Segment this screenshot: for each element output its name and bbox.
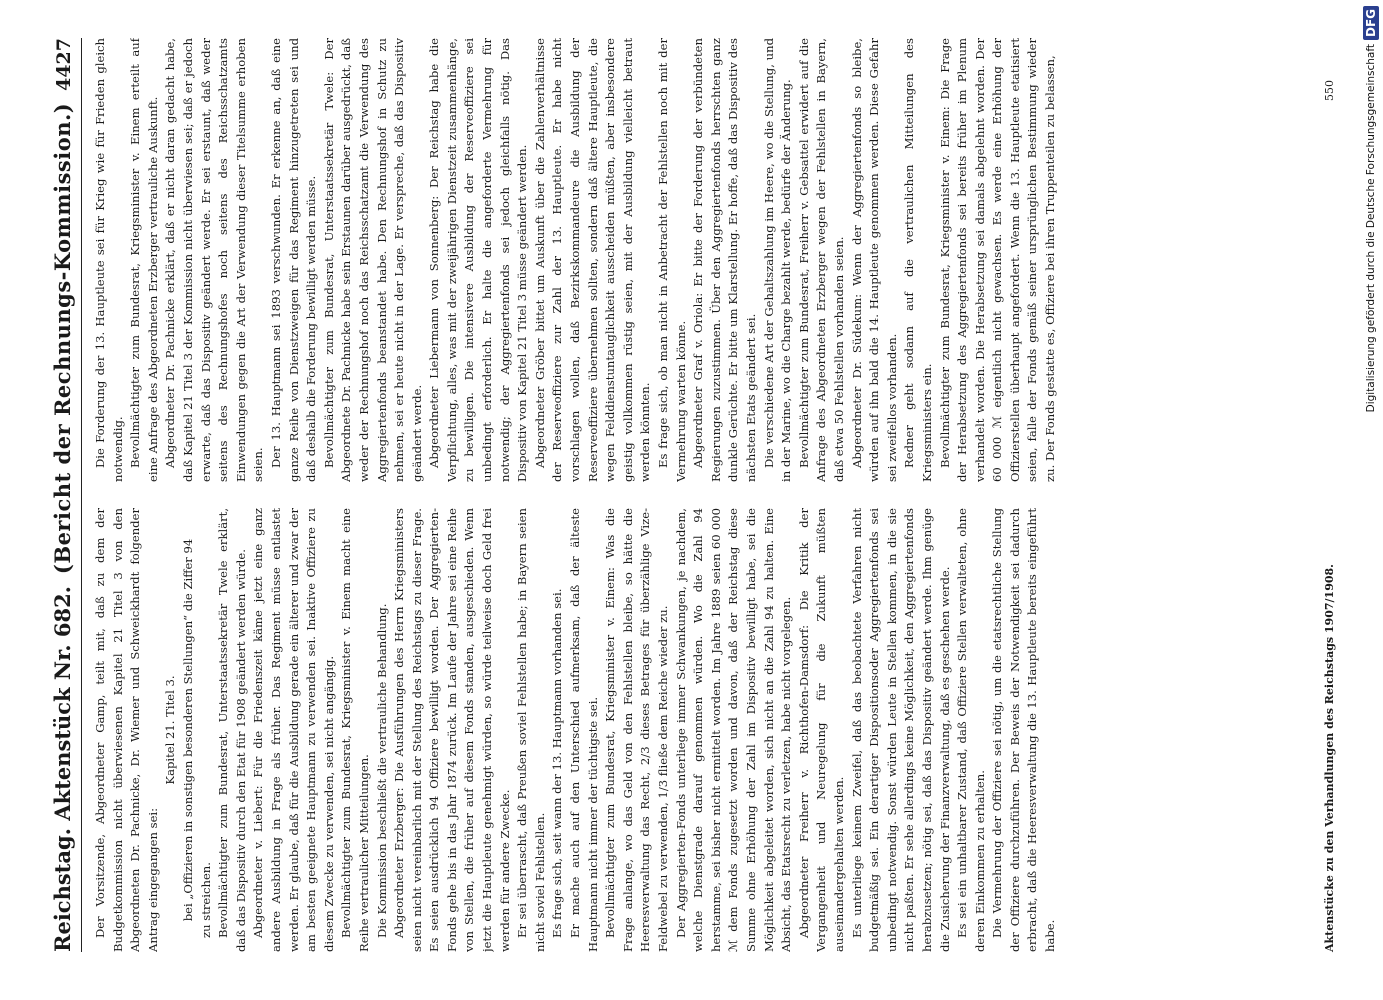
paragraph: Es frage sich, ob man nicht in Anbetracht der Fehlstellen noch mit der Vermehrung warten könne. [656,38,688,482]
document-page [28,0,1348,990]
right-column [92,38,1288,482]
page-header [50,38,82,952]
paragraph: Abgeordneter Gröber bittet um Auskunft über die Zahlenverhältnisse der Reserveoffiziere zur Zahl der 13. Hauptleute. Er habe nicht vorschlagen wollen, daß Bezirkskommandeure die Ausbildung der Reserveoffiziere übernehmen sollten, sondern daß ältere Hauptleute, die wegen Felddienstuntauglichkeit ausscheiden müßten, aber insbesondere geistig vollkommen rüstig seien, mit der Ausbildung vielleicht betraut werden könnten. [532,38,653,482]
paragraph: Redner geht sodann auf die vertraulichen Mitteilungen des Kriegsministers ein. [902,38,934,482]
paragraph: Es unterliege keinem Zweifel, daß das beobachtete Verfahren nicht budgetmäßig sei. Ein derartiger Dispositionsoder Aggregiertenfonds sei unbedingt notwendig. Sonst würden Leute in Stellen kommen, in die sie nicht paßten. Er sehe allerdings keine Möglichkeit, den Aggregiertenfonds herabzusetzen; nötig sei, daß das Dispositiv geändert werde. Ihm genüge die Zusicherung der Finanzverwaltung, daß es geschehen werde. [849,508,952,952]
paragraph: Bevollmächtigter zum Bundesrat, Freiherr v. Gebsattel erwidert auf die Anfrage des Abgeordneten Erzberger wegen der Fehlstellen in Bayern, daß etwa 50 Fehlstellen vorhanden seien. [796,38,846,482]
paragraph: Die Vermehrung der Offiziere sei nötig, um die etatsrechtliche Stellung der Offiziere durchzuführen. Der Beweis der Notwendigkeit sei dadurch erbracht, daß die Heeresverwaltung die 13. Hauptleute bereits eingeführt habe. [990,508,1058,952]
footer-source: Aktenstücke zu den Verhandlungen des Reichstags 1907/1908. [1323,564,1336,952]
paragraph: Er mache auch auf den Unterschied aufmerksam, daß der älteste Hauptmann nicht immer der tüchtigste sei. [568,508,600,952]
paragraph: Es frage sich, seit wann der 13. Hauptmann vorhanden sei. [550,588,565,938]
digitization-credit [1363,6,1379,412]
paragraph: Abgeordneter Freiherr v. Richthofen-Damsdorf: Die Kritik der Vergangenheit und Neuregelung für die Zukunft müßten auseinandergehalten werden. [796,508,846,952]
paragraph: Er sei überrascht, daß Preußen soviel Fehlstellen habe; in Bayern seien nicht soviel Fehlstellen. [515,508,547,952]
text-columns [92,38,1288,952]
paragraph: Bevollmächtigter zum Bundesrat, Kriegsminister v. Einem macht eine Reihe vertraulicher Mitteilungen. [339,508,371,952]
page-footer [1323,524,1336,952]
paragraph: zu streichen. [198,862,213,938]
paragraph: Abgeordneter Liebermann von Sonnenberg: Der Reichstag habe die Verpflichtung, alles, was mit der zweijährigen Dienstzeit zusammenhänge, zu bewilligen. Die intensivere Ausbildung der Reserveoffiziere sei unbedingt erforderlich. Er halte die angeforderte Vermehrung für notwendig; der Aggregiertenfonds sei jedoch gleichfalls nötig. Das Dispositiv von Kapitel 21 Titel 3 müsse geändert werden. [427,38,530,482]
paragraph: Abgeordneter v. Liebert: Für die Friedenszeit käme jetzt eine ganz andere Ausbildung in Frage als früher. Das Regiment müsse entlastet werden. Er glaube, daß für die Ausbildung gerade ein älterer und zwar der am besten geeignete Hauptmann zu verwenden sei. Inaktive Offiziere zu diesem Zwecke zu verwenden, sei nicht angängig. [251,508,336,952]
page-number: 4427 [53,38,75,91]
paragraph: Bevollmächtigter zum Bundesrat, Kriegsminister v. Einem erteilt auf eine Anfrage des Abgeordneten Erzberger vertrauliche Auskunft. [128,38,160,482]
paragraph: Abgeordneter Dr. Südekum: Wenn der Aggregiertenfonds so bleibe, würden auf ihn bald die 14. Hauptleute genommen werden. Diese Gefahr sei zweifellos vorhanden. [849,38,899,482]
left-column [92,508,1288,952]
signature-mark: 550 [1323,80,1336,101]
paragraph: Der 13. Hauptmann sei 1893 verschwunden. Er erkenne an, daß eine ganze Reihe von Dienstzweigen für das Regiment hinzugetreten sei und daß deshalb die Forderung bewilligt werden müsse. [268,38,319,482]
paragraph: Der Vorsitzende, Abgeordneter Gamp, teilt mit, daß zu dem der Budgetkommission nicht überwiesenen Kapitel 21 Titel 3 von den Abgeordneten Dr. Pachnicke, Dr. Wiemer und Schweickhardt folgender Antrag eingegangen sei: [93,508,160,952]
paragraph: Abgeordneter Graf v. Oriola: Er bitte der Forderung der verbündeten Regierungen zuzustimmen. Über den Aggregiertenfonds herrschten ganz dunkle Gerüchte. Er bitte um Klarstellung. Er hoffe, daß das Dispositiv des nächsten Etats geändert sei. [691,38,758,482]
paragraph: Bevollmächtigter zum Bundesrat, Kriegsminister v. Einem: Was die Frage anlange, wo das Geld von den Fehlstellen bleibe, so hätte die Heeresverwaltung das Recht, 2/3 dieses Betrages für überzählige Vize-Feldwebel zu verwenden, 1/3 fließe dem Reiche wieder zu. [603,508,670,952]
paragraph: Kapitel 21. Titel 3. [163,675,178,785]
paragraph: bei „Offizieren in sonstigen besonderen Stellungen“ die Ziffer 94 [180,538,195,922]
paragraph: Bevollmächtigter zum Bundesrat, Unterstaatssekretär Twele erklärt, daß das Dispositiv durch den Etat für 1908 geändert werden würde. [216,508,248,952]
paragraph: Die Kommission beschließt die vertrauliche Behandlung. [374,603,389,938]
paragraph: Es sei ein unhaltbarer Zustand, daß Offiziere Stellen verwalteten, ohne deren Einkommen zu erhalten. [955,508,987,952]
credit-text: Digitalisierung gefördert durch die Deutsche Forschungsgemeinschaft [1365,44,1377,413]
paragraph: Die Forderung der 13. Hauptleute sei für Krieg wie für Frieden gleich notwendig. [93,38,125,482]
dfg-logo: DFG [1363,6,1379,40]
header-left: Reichstag. Aktenstück Nr. 682. [50,586,75,952]
paragraph: Der Aggregierten-Fonds unterliege immer Schwankungen, je nachdem, welche Dienstgrade darauf genommen würden. Wo die Zahl 94 herstamme, sei bisher nicht ermittelt worden. Im Jahre 1889 seien 60 000 ℳ dem Fonds zugesetzt worden und davon, daß der Reichstag diese Summe ohne Erhöhung der Zahl im Dispositiv bewilligt habe, sei die Möglichkeit abgeleitet worden, sich nicht an die Zahl 94 zu halten. Eine Absicht, das Etatsrecht zu verletzen, habe nicht vorgelegen. [673,508,794,952]
paragraph: Abgeordneter Erzberger: Die Ausführungen des Herrn Kriegsministers seien nicht vereinbarlich mit der Stellung des Reichstags zu dieser Frage. Es seien ausdrücklich 94 Offiziere bewilligt worden. Der Aggregierten-Fonds gehe bis in das Jahr 1874 zurück. Im Laufe der Jahre sei eine Reihe von Stellen, die früher auf diesem Fonds standen, ausgeschieden. Wenn jetzt die Hauptleute genehmigt würden, so würde teilweise doch Geld frei werden für andere Zwecke. [392,508,512,952]
header-center: (Bericht der Rechnungs-Kommission.) [50,102,75,575]
paragraph: Die verschiedene Art der Gehaltszahlung im Heere, wo die Stellung, und in der Marine, wo die Charge bezahlt werde, bedürfe der Änderung. [761,38,794,482]
paragraph: Bevollmächtigter zum Bundesrat, Kriegsminister v. Einem: Die Frage der Herabsetzung des Aggregiertenfonds sei bereits früher im Plenum verhandelt worden. Die Herabsetzung sei damals abgelehnt worden. Der 60 000 ℳ eigentlich nicht gewachsen. Es werde eine Erhöhung der Offizierstellen überhaupt angefordert. Wenn die 13. Hauptleute etatisiert seien, falle der Fonds gemäß seiner ursprünglichen Bestimmung wieder zu. Der Fonds gestatte es, Offiziere bei ihren Truppenteilen zu belassen, [937,38,1058,482]
paragraph: Abgeordneter Dr. Pachnicke erklärt, daß er nicht daran gedacht habe, daß Kapitel 21 Titel 3 der Kommission nicht überwiesen sei; daß er jedoch erwarte, daß das Dispositiv geändert werde. Er sei erstaunt, daß weder seitens des Rechnungshofes noch seitens des Reichsschatzamts Einwendungen gegen die Art der Verwendung dieser Titelsumme erhoben seien. [163,38,266,482]
paragraph: Bevollmächtigter zum Bundesrat, Unterstaatssekretär Twele: Der Abgeordnete Dr. Pachnicke habe sein Erstaunen darüber ausgedrückt, daß weder der Rechnungshof noch das Reichsschatzamt die Verwendung des Aggregiertenfonds beanstandet habe. Den Rechnungshof in Schutz zu nehmen, sei er heute nicht in der Lage. Er verspreche, daß das Dispositiv geändert werde. [321,38,424,482]
